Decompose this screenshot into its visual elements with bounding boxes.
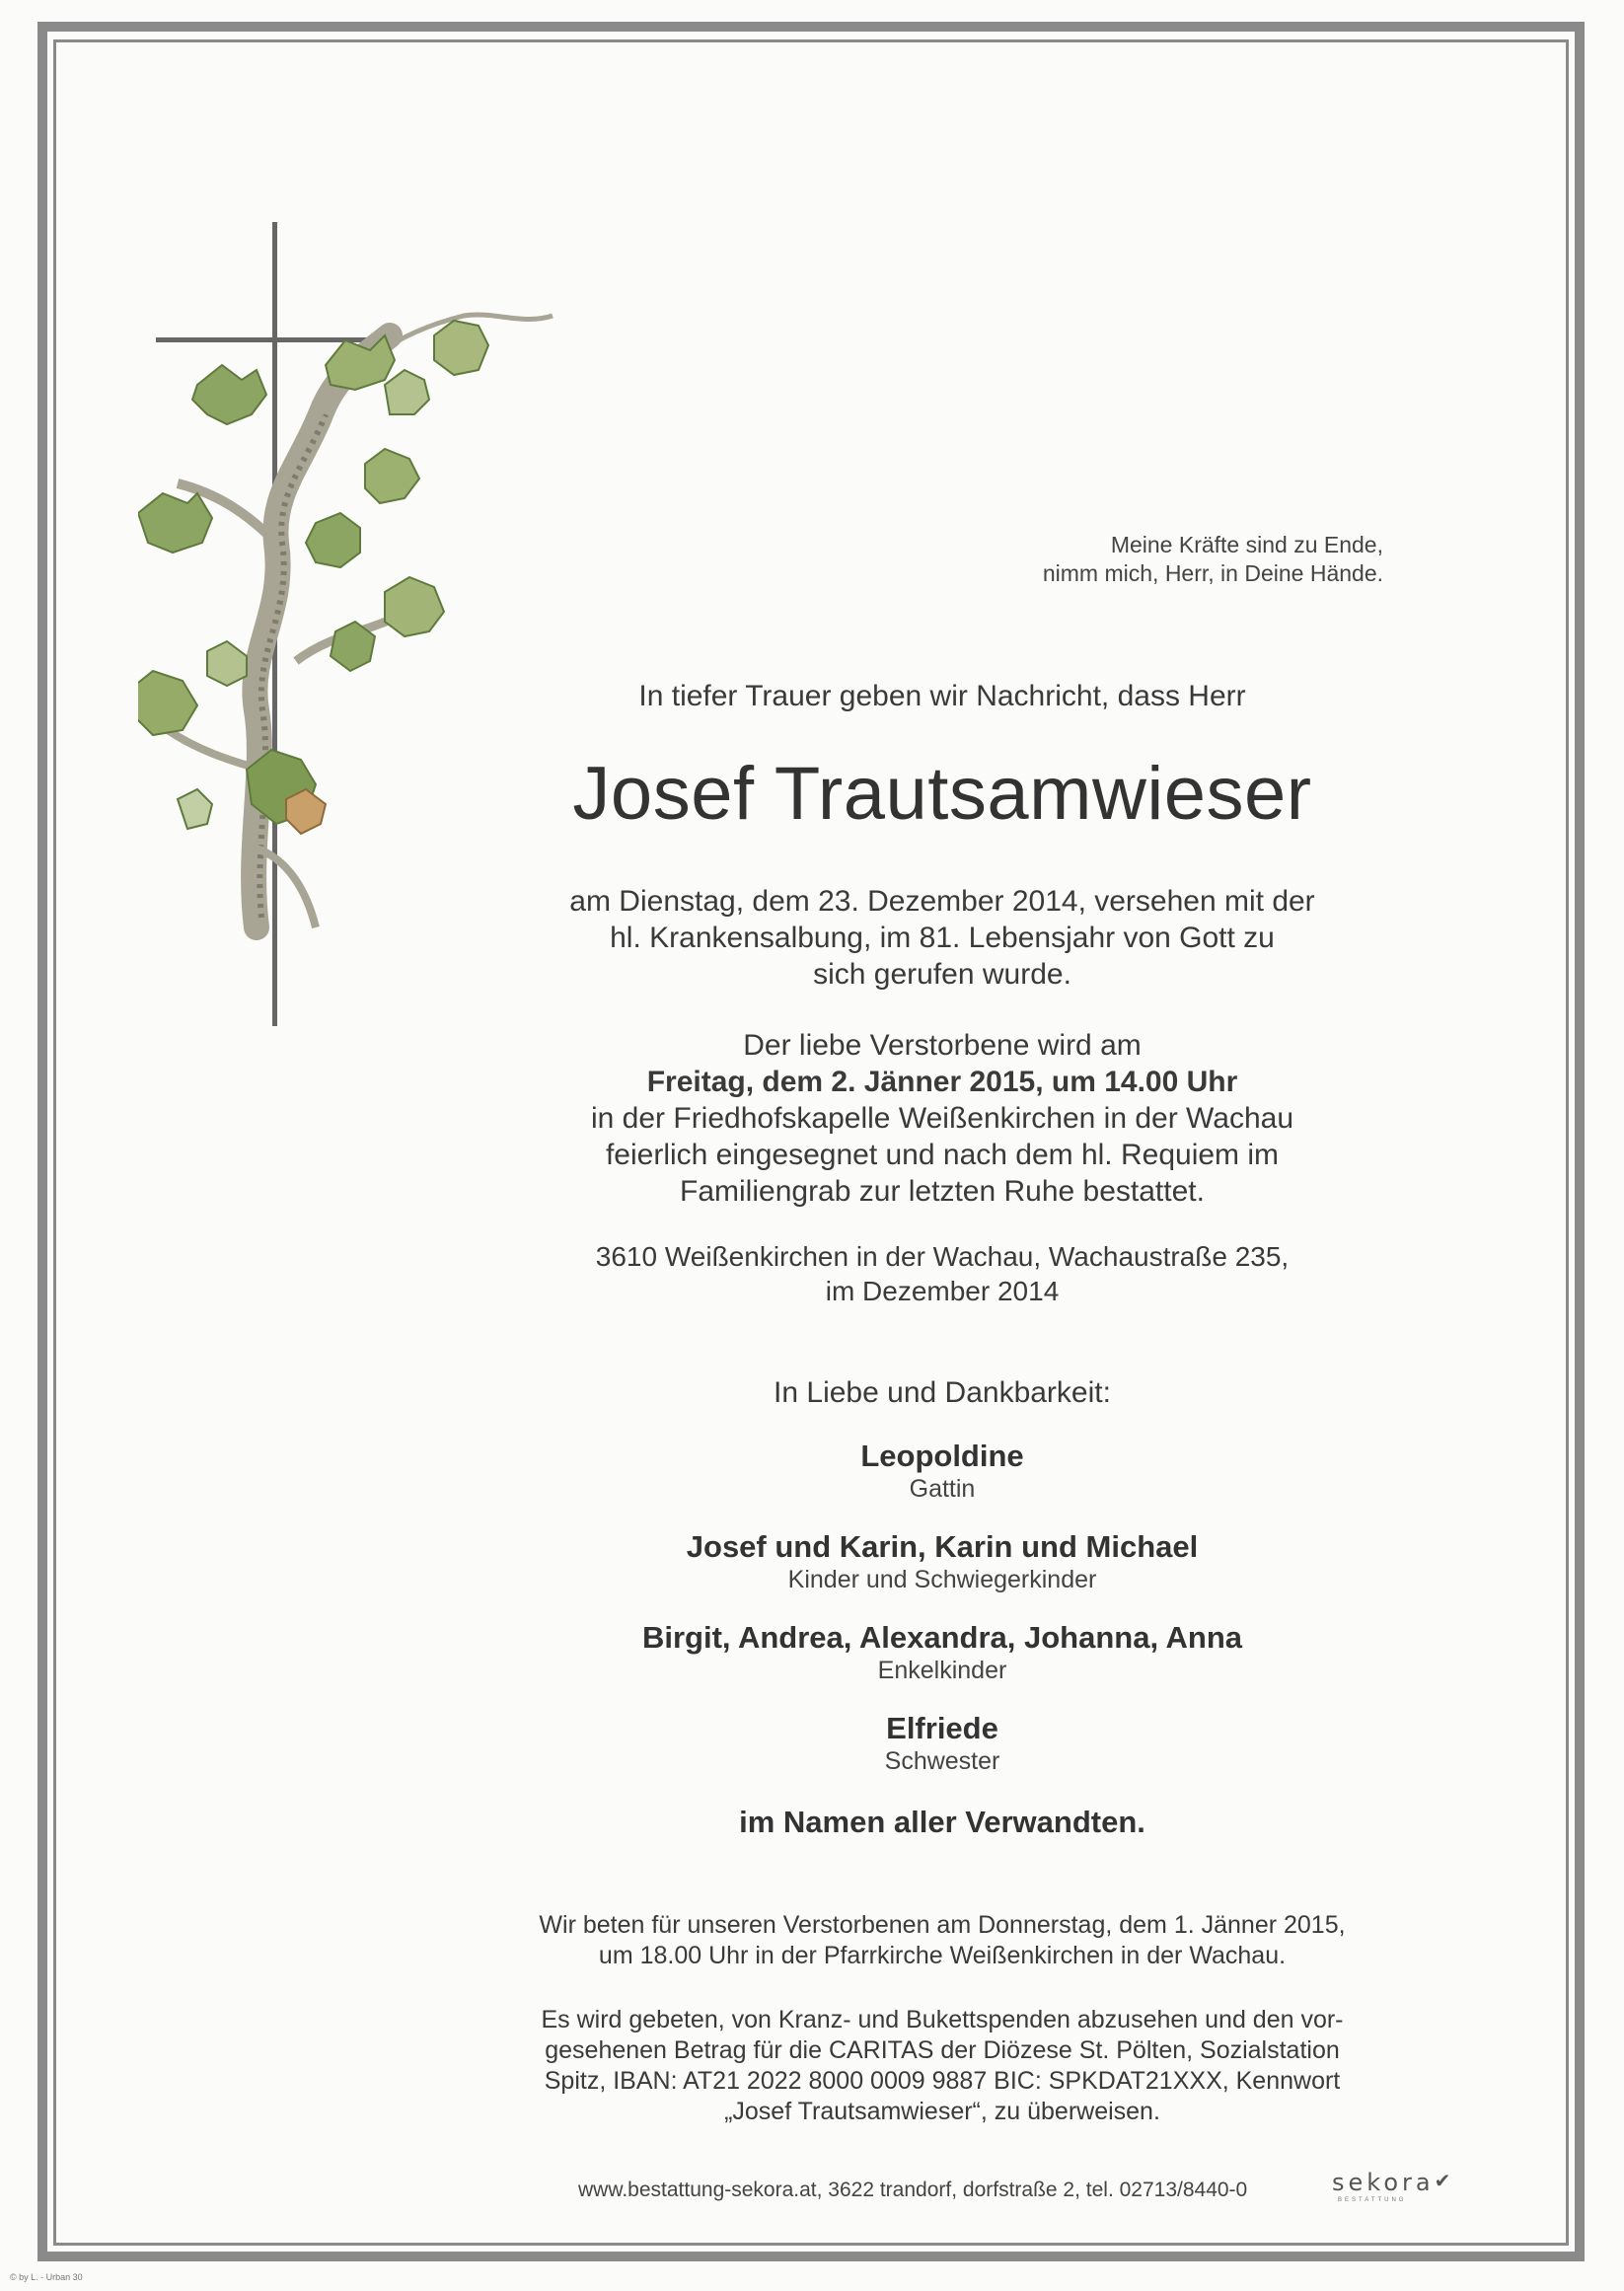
logo-text: sekora xyxy=(1332,2169,1435,2196)
family-names: Leopoldine xyxy=(860,1439,1024,1473)
text-line: „Josef Trautsamwieser“, zu überweisen. xyxy=(724,2098,1160,2125)
text-line: Der liebe Verstorbene wird am xyxy=(743,1029,1142,1062)
logo-subtitle: BESTATTUNG xyxy=(1338,2197,1407,2203)
verse-line: nimm mich, Herr, in Deine Hände. xyxy=(1042,560,1383,586)
address-block xyxy=(464,1239,1421,1308)
text-line: um 18.00 Uhr in der Pfarrkirche Weißenkirchen in der Wachau. xyxy=(598,1942,1287,1969)
family-member xyxy=(464,1529,1421,1594)
donation-notice xyxy=(464,2005,1421,2127)
text-line: sich gerufen wurde. xyxy=(813,958,1071,991)
funeral-date: Freitag, dem 2. Jänner 2015, um 14.00 Uhr xyxy=(646,1066,1238,1098)
family-relation: Schwester xyxy=(884,1747,1000,1775)
text-line: Es wird gebeten, von Kranz- und Bukettspenden abzusehen und den vor- xyxy=(541,2006,1344,2033)
family-names: Elfriede xyxy=(886,1711,998,1745)
family-names: Josef und Karin, Karin und Michael xyxy=(686,1529,1199,1564)
family-member xyxy=(464,1711,1421,1776)
family-names: Birgit, Andrea, Alexandra, Johanna, Anna xyxy=(641,1620,1243,1655)
deceased-name: Josef Trautsamwieser xyxy=(572,752,1312,836)
intro-text: In tiefer Trauer geben wir Nachricht, dass Herr xyxy=(638,680,1246,712)
funeral-home-contact: www.bestattung-sekora.at, 3622 trandorf, dorfstraße 2, tel. 02713/8440-0 xyxy=(578,2179,1248,2201)
family-relation: Gattin xyxy=(909,1475,976,1503)
text-line: hl. Krankensalbung, im 81. Lebensjahr von Gott zu xyxy=(610,922,1275,954)
text-line: feierlich eingesegnet und nach dem hl. Requiem im xyxy=(605,1139,1280,1171)
family-relation: Enkelkinder xyxy=(877,1657,1007,1684)
funeral-details xyxy=(464,1027,1421,1210)
family-relation: Kinder und Schwiegerkinder xyxy=(787,1566,1097,1593)
text-line: Wir beten für unseren Verstorbenen am Donnerstag, dem 1. Jänner 2015, xyxy=(539,1911,1346,1939)
prayer-notice xyxy=(464,1910,1421,1971)
bible-verse xyxy=(1043,531,1383,588)
text-line: Familiengrab zur letzten Ruhe bestattet. xyxy=(680,1175,1205,1208)
family-member xyxy=(464,1439,1421,1504)
text-line: gesehenen Betrag für die CARITAS der Diözese St. Pölten, Sozialstation xyxy=(545,2036,1340,2064)
copyright-note: © by L. - Urban 30 xyxy=(10,2272,83,2282)
text-line: am Dienstag, dem 23. Dezember 2014, versehen mit der xyxy=(569,885,1315,918)
family-member xyxy=(464,1620,1421,1685)
death-announcement xyxy=(464,883,1421,993)
cross-horizontal-beam xyxy=(156,337,395,342)
relatives-line: im Namen aller Verwandten. xyxy=(739,1805,1145,1839)
text-line: in der Friedhofskapelle Weißenkirchen in der Wachau xyxy=(590,1102,1294,1135)
text-line: 3610 Weißenkirchen in der Wachau, Wachaustraße 235, xyxy=(595,1241,1290,1272)
bird-icon: ✔ xyxy=(1434,2169,1455,2192)
thanks-heading: In Liebe und Dankbarkeit: xyxy=(774,1376,1111,1409)
text-line: Spitz, IBAN: AT21 2022 8000 0009 9887 BIC: SPKDAT21XXX, Kennwort xyxy=(544,2067,1341,2095)
verse-line: Meine Kräfte sind zu Ende, xyxy=(1110,532,1383,557)
funeral-home-logo xyxy=(1332,2169,1454,2196)
vine-leaves xyxy=(138,321,488,834)
text-line: im Dezember 2014 xyxy=(825,1276,1060,1306)
